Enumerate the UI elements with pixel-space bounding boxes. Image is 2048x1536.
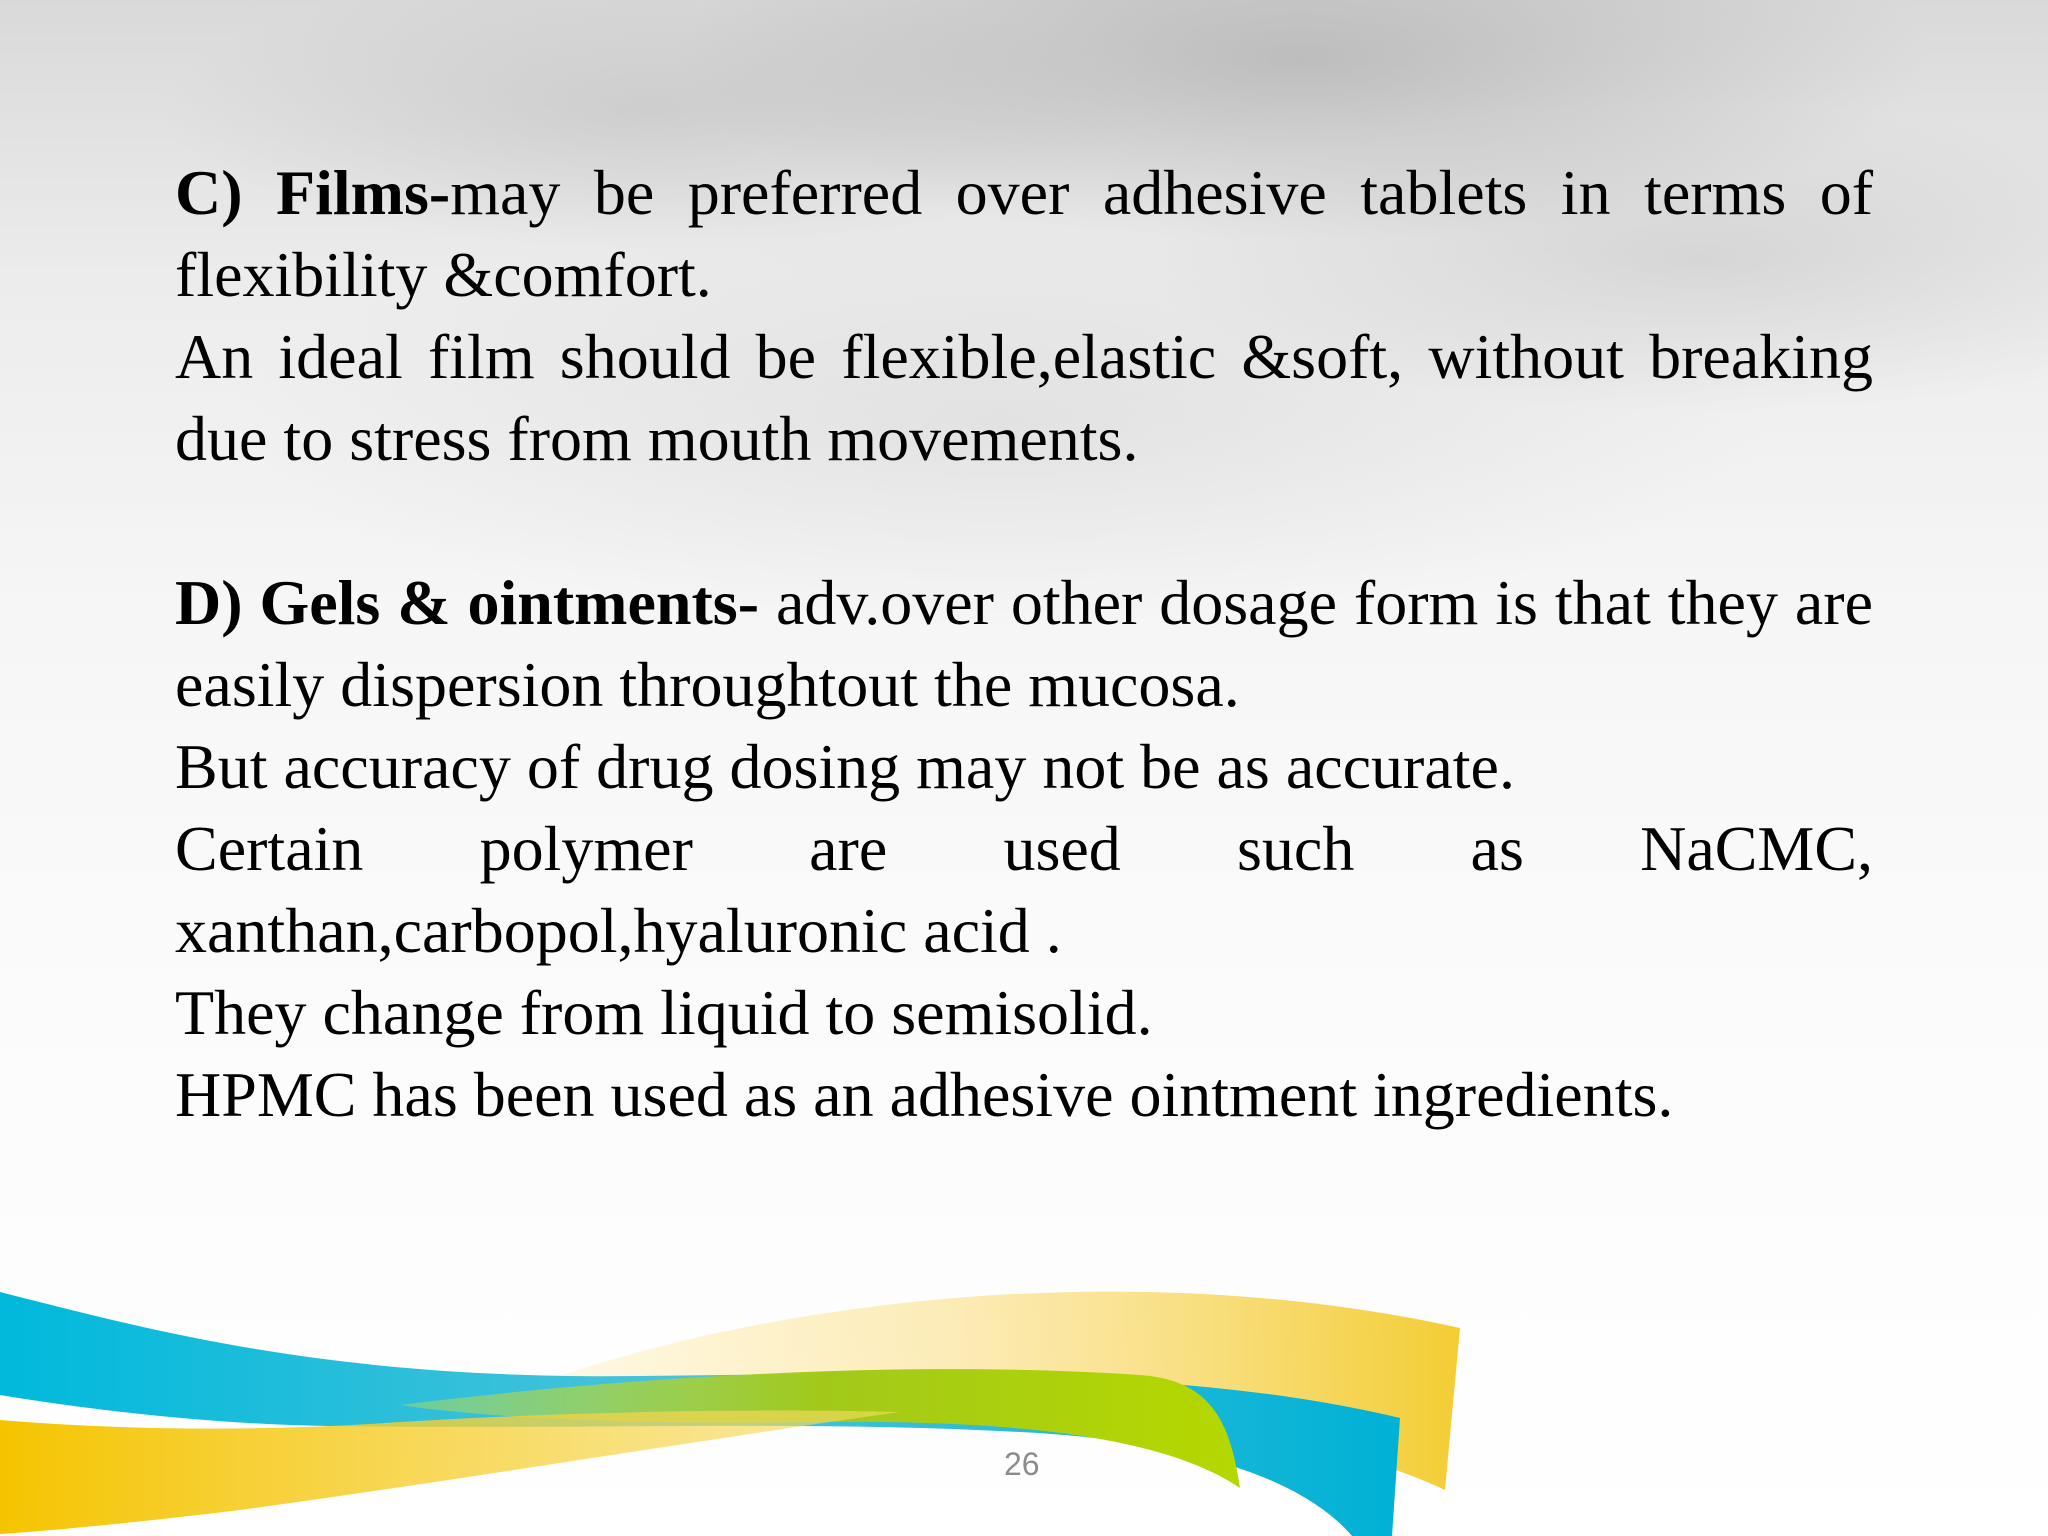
gels-text: adv.over other dosage form is that they are easily dispersion throughtout the mucosa. [175,567,1874,720]
films-paragraph [175,152,1873,316]
swoosh-yellow-lower [0,1410,900,1534]
gels-change-paragraph: They change from liquid to semisolid. [175,977,1153,1048]
films-text: may be preferred over adhesive tablets in terms of flexibility &comfort. [175,157,1874,310]
films-heading: C) Films- [175,157,451,228]
paragraph-gap [175,480,1873,562]
gels-hpmc-paragraph: HPMC has been used as an adhesive ointment ingredients. [175,1059,1674,1130]
films-ideal-paragraph: An ideal film should be flexible,elastic &soft, without breaking due to stress from mouth movements. [175,321,1873,474]
gels-accuracy-paragraph: But accuracy of drug dosing may not be as accurate. [175,731,1515,802]
gels-paragraph [175,562,1873,726]
page-number: 26 [1004,1446,1040,1482]
gels-polymers-paragraph: Certain polymer are used such as NaCMC, xanthan,carbopol,hyaluronic acid . [175,813,1873,966]
slide-content [175,152,1873,1136]
gels-heading: D) Gels & ointments- [175,567,760,638]
